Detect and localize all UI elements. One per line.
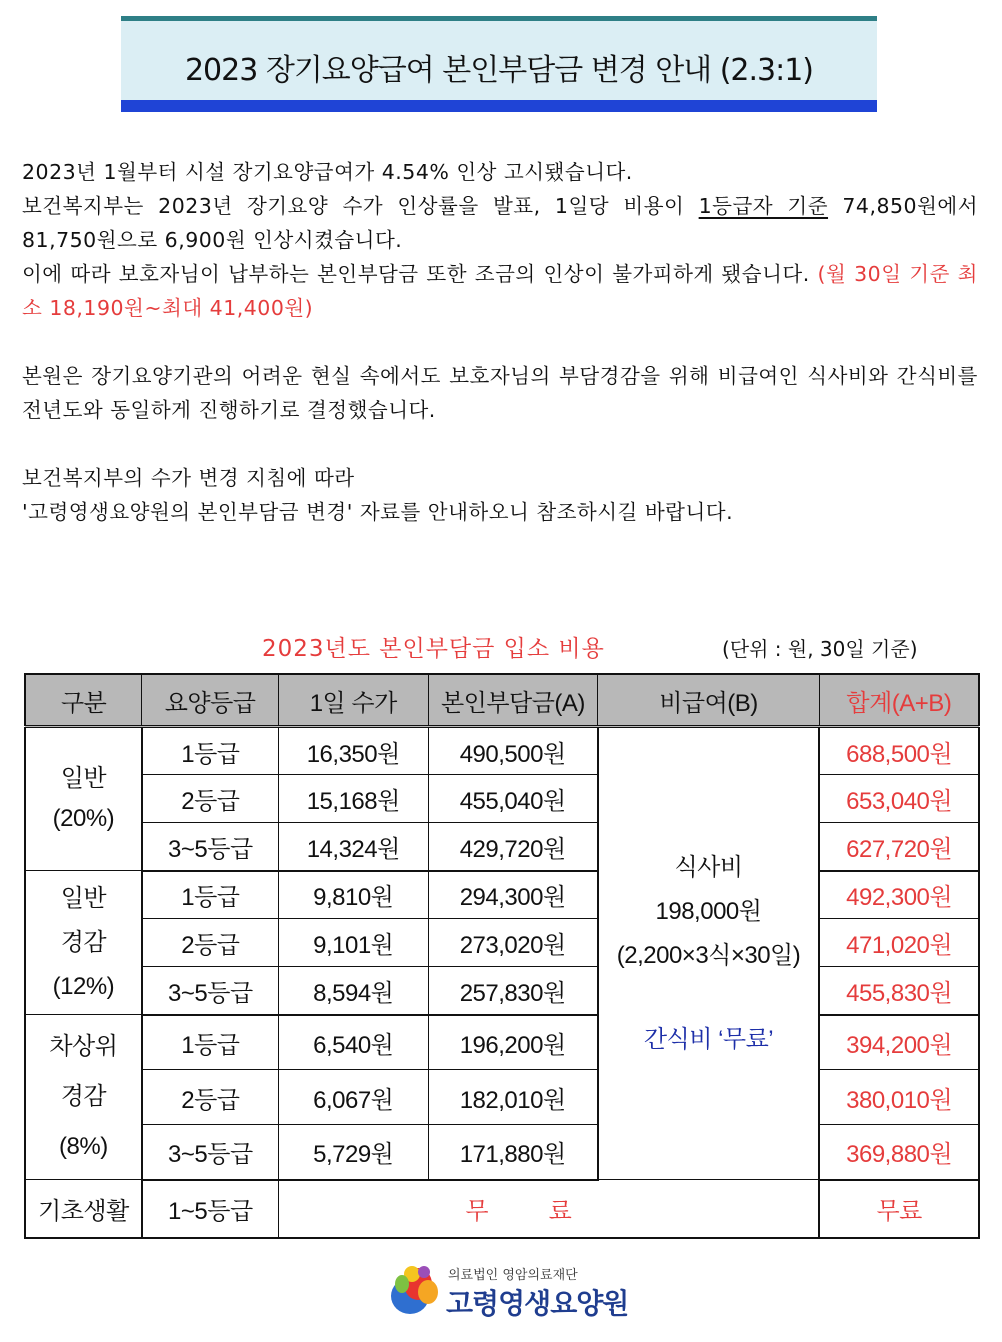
cell-total: 380,010원 [819,1070,979,1125]
table-row-basic [25,1180,979,1238]
cell-grade: 1등급 [142,727,279,775]
cell-total: 471,020원 [819,919,979,967]
cell-daily: 6,067원 [278,1070,428,1125]
group-label-general: 일반 (20%) [25,727,142,871]
group-label-near-poor: 차상위 경감 (8%) [25,1015,142,1180]
facility-logo [388,1262,628,1322]
cell-grade: 3~5등급 [142,1125,279,1180]
cell-copay: 257,830원 [428,967,598,1015]
paragraph-guide-2: '고령영생요양원의 본인부담금 변경' 자료를 안내하오니 참조하시길 바랍니다. [22,500,734,524]
title-bottom-bar [121,100,877,112]
cell-daily: 14,324원 [278,823,428,871]
snack-free: 간식비 ‘무료’ [643,1025,774,1053]
cell-copay: 294,300원 [428,871,598,919]
cell-total: 653,040원 [819,775,979,823]
logo-name: 고령영생요양원 [446,1287,629,1320]
grade1-basis: 1등급자 기준 [698,194,829,218]
group-label-general-reduced: 일반 경감 (12%) [25,871,142,1015]
table-row [25,775,979,823]
cell-daily: 9,101원 [278,919,428,967]
cell-daily: 8,594원 [278,967,428,1015]
ministry-text-a: 보건복지부는 2023년 장기요양 수가 인상률을 발표, 1일당 비용이 [22,194,699,218]
cell-copay: 196,200원 [428,1015,598,1070]
copay-text: 이에 따라 보호자님이 납부하는 본인부담금 또한 조금의 인상이 불가피하게 됐습니다. [22,262,818,286]
table-row [25,727,979,775]
cell-daily: 15,168원 [278,775,428,823]
cell-grade: 2등급 [142,919,279,967]
cell-copay: 171,880원 [428,1125,598,1180]
ministry-text-b: 74,850원에서 81,750원으로 6,900원 인상시켰습니다. [22,194,978,252]
logo-mark-icon [388,1262,442,1318]
cell-grade: 1~5등급 [142,1180,279,1238]
cell-grade: 1등급 [142,1015,279,1070]
header-grade: 요양등급 [142,674,279,727]
cell-grade: 3~5등급 [142,823,279,871]
basic-free-text: 무료 [465,1198,632,1225]
cell-total: 627,720원 [819,823,979,871]
cell-grade: 1등급 [142,871,279,919]
paragraph-increase: 2023년 1월부터 시설 장기요양급여가 4.54% 인상 고시됐습니다. [22,160,633,184]
table-row [25,1125,979,1180]
cell-daily: 16,350원 [278,727,428,775]
paragraph-nonbenefit: 본원은 장기요양기관의 어려운 현실 속에서도 보호자님의 부담경감을 위해 비급여인 식사비와 간식비를 전년도와 동일하게 진행하기로 결정했습니다. [22,364,978,422]
cell-total: 688,500원 [819,727,979,775]
header-nonbenefit: 비급여(B) [598,674,820,727]
copay-range: (월 30일 기준 최소 18,190원~최대 41,400원) [22,262,978,320]
table-row [25,1015,979,1070]
cell-daily: 9,810원 [278,871,428,919]
paragraph-copay [22,257,978,325]
title-banner [121,16,877,112]
unit-note: (단위 : 원, 30일 기준) [722,637,918,661]
table-row [25,967,979,1015]
cell-copay: 273,020원 [428,919,598,967]
paragraph-ministry [22,189,978,257]
notice-body [22,155,978,529]
meal-amount: 198,000원 [655,897,762,925]
table-title: 2023년도 본인부담금 입소 비용 [262,636,605,662]
paragraph-guide-1: 보건복지부의 수가 변경 지침에 따라 [22,466,355,490]
cell-grade: 2등급 [142,775,279,823]
header-copay: 본인부담금(A) [428,674,598,727]
cell-copay: 429,720원 [428,823,598,871]
table-row [25,1070,979,1125]
group-label-basic: 기초생활 [25,1180,142,1238]
cell-total: 394,200원 [819,1015,979,1070]
cell-grade: 2등급 [142,1070,279,1125]
cell-copay: 490,500원 [428,727,598,775]
cell-basic-free [278,1180,819,1238]
meal-calc: (2,200×3식×30일) [616,941,801,969]
cell-daily: 5,729원 [278,1125,428,1180]
header-total: 합계(A+B) [819,674,979,727]
table-row [25,871,979,919]
meal-label: 식사비 [674,853,743,881]
cell-total: 492,300원 [819,871,979,919]
cell-copay: 455,040원 [428,775,598,823]
cell-daily: 6,540원 [278,1015,428,1070]
header-daily-fee: 1일 수가 [278,674,428,727]
page-title: 2023 장기요양급여 본인부담금 변경 안내 (2.3:1) [184,53,814,88]
fee-table [24,673,980,1239]
logo-subtitle: 의료법인 영암의료재단 [448,1268,578,1283]
table-row [25,823,979,871]
cell-total: 455,830원 [819,967,979,1015]
cell-basic-total: 무료 [819,1180,979,1238]
table-header-row [25,674,979,727]
cell-grade: 3~5등급 [142,967,279,1015]
table-row [25,919,979,967]
header-category: 구분 [25,674,142,727]
cell-copay: 182,010원 [428,1070,598,1125]
cell-total: 369,880원 [819,1125,979,1180]
nonbenefit-cell [598,727,820,1180]
